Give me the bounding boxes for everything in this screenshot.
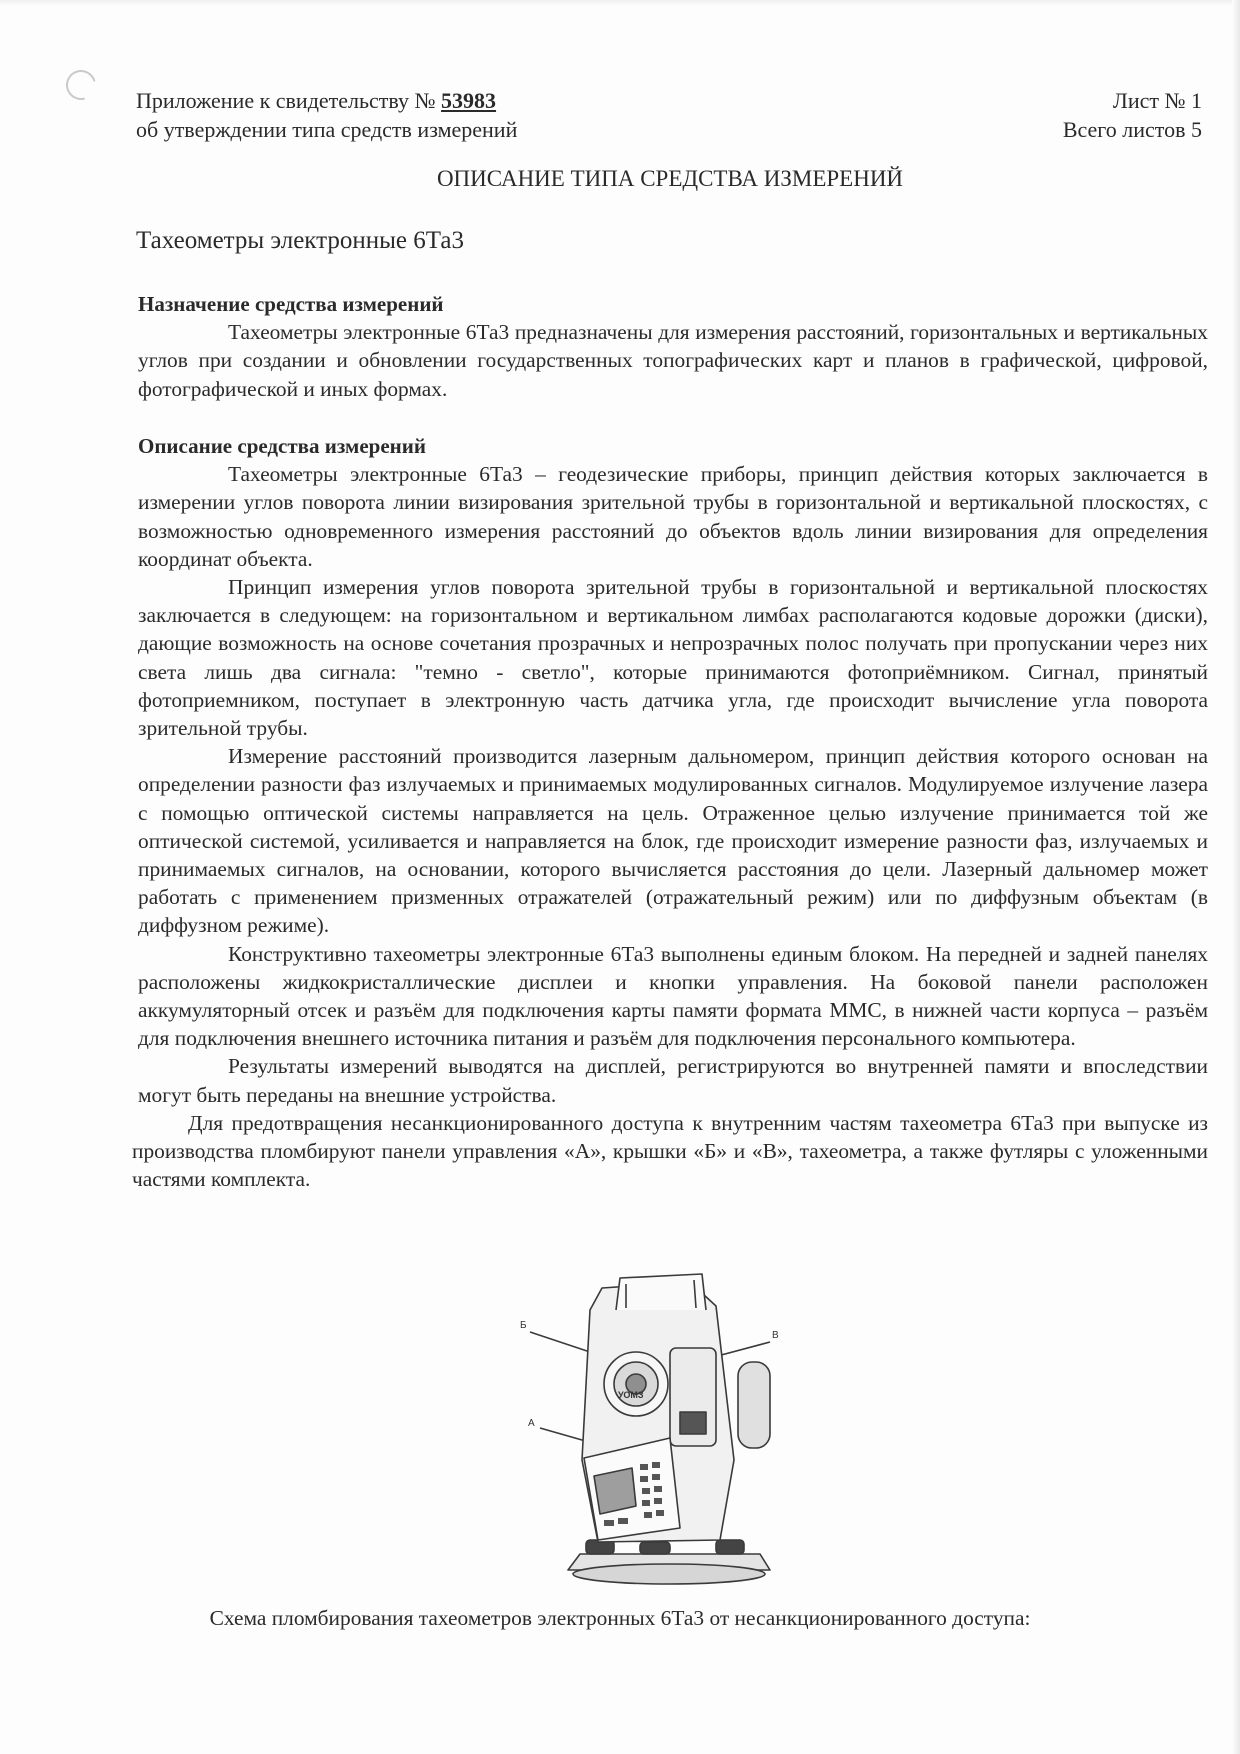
section-purpose <box>138 290 1208 403</box>
figure-label-v: В <box>772 1330 779 1341</box>
scan-edge-right <box>1232 0 1240 1754</box>
sealing-paragraph: Для предотвращения несанкционированного доступа к внутренним частям тахеометра 6Та3 при выпуске из производства пломбируют панели управления «А», крышки «Б» и «В», тахеометра, а также футляры с уложенными частями комплекта. <box>132 1110 1208 1192</box>
description-paragraph-5: Результаты измерений выводятся на дисплей, регистрируются во внутренней памяти и впоследствии могут быть переданы на внешние устройства. <box>138 1054 1208 1107</box>
base-plate <box>573 1564 765 1584</box>
certificate-number: 53983 <box>441 88 497 113</box>
total-sheets: Всего листов 5 <box>1062 117 1202 142</box>
side-knob <box>738 1362 770 1448</box>
carrying-handle <box>616 1274 706 1310</box>
product-title: Тахеометры электронные 6Та3 <box>136 227 464 254</box>
leader-line-b <box>530 1332 590 1352</box>
header-right <box>1063 86 1202 144</box>
description-paragraph-1: Тахеометры электронные 6Та3 – геодезические приборы, принцип действия которых заключается в измерении углов поворота линии визирования зрительной трубы в горизонтальной и вертикальной плоскостях, с возможностью одновременного измерения расстояний до объектов вдоль линии визирования для определения координат объекта. <box>138 462 1208 571</box>
description-paragraph-2: Принцип измерения углов поворота зрительной трубы в горизонтальной и вертикальной плоскостях заключается в следующем: на горизонтальном и вертикальном лимбах располагаются кодовые дорожки (диски), дающие возможность на основе сочетания прозрачных и непрозрачных полос получать при пропускании через них света лишь два сигнала: "темно - светло", которые принимаются фотоприёмником. Сигнал, принятый фотоприемником, поступает в электронную часть датчика угла, где происходит вычисление угла поворота зрительной трубы. <box>138 575 1208 741</box>
sheet-number: Лист № 1 <box>1112 88 1202 113</box>
section-heading-purpose: Назначение средства измерений <box>138 292 444 316</box>
figure-label-a: А <box>528 1418 535 1429</box>
section-heading-description: Описание средства измерений <box>138 434 426 458</box>
scan-artifact-mark <box>61 65 102 106</box>
lcd-display <box>594 1468 636 1514</box>
foot-screw-center <box>640 1542 670 1554</box>
document-title: ОПИСАНИЕ ТИПА СРЕДСТВА ИЗМЕРЕНИЙ <box>436 166 904 191</box>
section-description <box>132 432 1208 1193</box>
scan-edge-top <box>0 0 1240 6</box>
total-station-drawing <box>520 1270 820 1600</box>
figure-label-b: Б <box>520 1320 527 1331</box>
appendix-prefix: Приложение к свидетельству № <box>136 88 442 113</box>
description-paragraph-4: Конструктивно тахеометры электронные 6Та3 выполнены единым блоком. На передней и задней панелях расположены жидкокристаллические дисплеи и кнопки управления. На боковой панели расположен аккумуляторный отсек и разъём для подключения карты памяти формата MMC, в нижней части корпуса – разъём для подключения внешнего источника питания и разъём для подключения персонального компьютера. <box>138 941 1208 1051</box>
side-label <box>680 1412 706 1434</box>
foot-screw-right <box>716 1540 744 1554</box>
appendix-line-2: об утверждении типа средств измерений <box>136 117 518 142</box>
total-station-figure <box>520 1270 820 1600</box>
purpose-paragraph: Тахеометры электронные 6Та3 предназначены для измерения расстояний, горизонтальных и вертикальных углов при создании и обновлении государственных топографических карт и планов в графической, цифровой, фотографической и иных формах. <box>138 320 1208 401</box>
header-left <box>136 86 517 144</box>
description-paragraph-3: Измерение расстояний производится лазерным дальномером, принцип действия которого основан на определении разности фаз излучаемых и принимаемых модулированных сигналов. Модулируемое излучение лазера с помощью оптической системы направляется на цель. Отраженное целью излучение принимается той же оптической системой, усиливается и направляется на блок, где происходит измерение разности фаз, излучаемых и принимаемых сигналов, на основании, которого вычисляется расстояния до цели. Лазерный дальномер может работать с применением призменных отражателей (отражательный режим) или по диффузным объектам (в диффузном режиме). <box>138 744 1208 938</box>
brand-logo-text: УОМЗ <box>618 1390 644 1400</box>
appendix-line-1 <box>136 86 517 115</box>
figure-caption: Схема пломбирования тахеометров электронных 6Та3 от несанкционированного доступа: <box>209 1606 1031 1630</box>
